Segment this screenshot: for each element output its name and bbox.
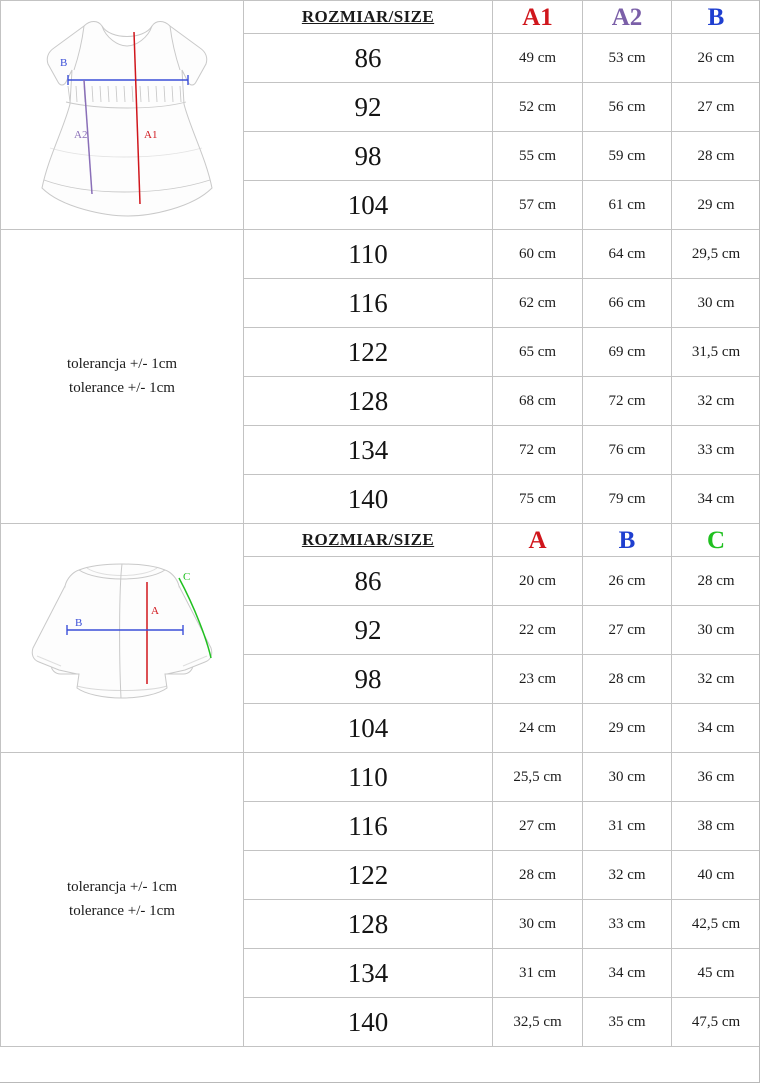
measure-a1: 62 cm bbox=[493, 279, 583, 328]
diagram-label-a2: A2 bbox=[73, 128, 87, 141]
size-value: 92 bbox=[244, 83, 493, 132]
measure-a1: 52 cm bbox=[493, 83, 583, 132]
measure-a: 32,5 cm bbox=[493, 998, 583, 1047]
tolerance-line-en: tolerance +/- 1cm bbox=[69, 902, 175, 919]
tolerance-note-jacket bbox=[1, 753, 244, 1047]
measure-b2: 28 cm bbox=[583, 655, 672, 704]
measure-a: 24 cm bbox=[493, 704, 583, 753]
header-col-c: C bbox=[672, 524, 760, 557]
measure-c: 40 cm bbox=[672, 851, 760, 900]
measure-a: 30 cm bbox=[493, 900, 583, 949]
measure-a1: 75 cm bbox=[493, 475, 583, 524]
header-col-a: A bbox=[493, 524, 583, 557]
size-value: 110 bbox=[244, 230, 493, 279]
measure-b2: 32 cm bbox=[583, 851, 672, 900]
header-col-b2: B bbox=[583, 524, 672, 557]
measure-b: 30 cm bbox=[672, 279, 760, 328]
size-value: 86 bbox=[244, 34, 493, 83]
measure-a2: 66 cm bbox=[583, 279, 672, 328]
size-value: 134 bbox=[244, 426, 493, 475]
header-size-label-jacket: ROZMIAR/SIZE bbox=[244, 524, 493, 557]
table-row bbox=[1, 753, 760, 802]
measure-a: 28 cm bbox=[493, 851, 583, 900]
measure-c: 38 cm bbox=[672, 802, 760, 851]
measure-a1: 55 cm bbox=[493, 132, 583, 181]
jacket-illustration bbox=[7, 548, 237, 728]
measure-a1: 60 cm bbox=[493, 230, 583, 279]
measure-a2: 61 cm bbox=[583, 181, 672, 230]
measure-a2: 69 cm bbox=[583, 328, 672, 377]
measure-a: 25,5 cm bbox=[493, 753, 583, 802]
measure-a1: 68 cm bbox=[493, 377, 583, 426]
measure-a: 23 cm bbox=[493, 655, 583, 704]
header-col-a1: A1 bbox=[493, 1, 583, 34]
measure-b2: 27 cm bbox=[583, 606, 672, 655]
measure-c: 34 cm bbox=[672, 704, 760, 753]
measure-c: 45 cm bbox=[672, 949, 760, 998]
jacket-diagram-cell bbox=[1, 524, 244, 753]
size-value: 86 bbox=[244, 557, 493, 606]
measure-c: 42,5 cm bbox=[672, 900, 760, 949]
measure-b: 26 cm bbox=[672, 34, 760, 83]
size-value: 110 bbox=[244, 753, 493, 802]
tolerance-note-dress bbox=[1, 230, 244, 524]
tolerance-line-en: tolerance +/- 1cm bbox=[69, 379, 175, 396]
tolerance-line-pl: tolerancja +/- 1cm bbox=[66, 356, 178, 373]
measure-b: 29 cm bbox=[672, 181, 760, 230]
measure-b2: 31 cm bbox=[583, 802, 672, 851]
measure-a2: 59 cm bbox=[583, 132, 672, 181]
size-value: 98 bbox=[244, 655, 493, 704]
size-value: 116 bbox=[244, 802, 493, 851]
measure-b: 32 cm bbox=[672, 377, 760, 426]
measure-c: 32 cm bbox=[672, 655, 760, 704]
measure-a1: 57 cm bbox=[493, 181, 583, 230]
measure-b: 28 cm bbox=[672, 132, 760, 181]
size-value: 128 bbox=[244, 377, 493, 426]
measure-a2: 76 cm bbox=[583, 426, 672, 475]
measure-c: 36 cm bbox=[672, 753, 760, 802]
dress-illustration bbox=[10, 8, 235, 223]
measure-b2: 26 cm bbox=[583, 557, 672, 606]
tolerance-line-pl: tolerancja +/- 1cm bbox=[66, 879, 178, 896]
measure-b: 34 cm bbox=[672, 475, 760, 524]
measure-a: 20 cm bbox=[493, 557, 583, 606]
size-value: 98 bbox=[244, 132, 493, 181]
diagram-label-a1: A1 bbox=[143, 128, 157, 141]
measure-b2: 29 cm bbox=[583, 704, 672, 753]
measure-c: 47,5 cm bbox=[672, 998, 760, 1047]
dress-diagram-cell bbox=[1, 1, 244, 230]
measure-a: 22 cm bbox=[493, 606, 583, 655]
dress-diagram bbox=[1, 8, 243, 223]
measure-a2: 53 cm bbox=[583, 34, 672, 83]
measure-c: 28 cm bbox=[672, 557, 760, 606]
measure-a2: 56 cm bbox=[583, 83, 672, 132]
measure-a2: 79 cm bbox=[583, 475, 672, 524]
measure-b: 33 cm bbox=[672, 426, 760, 475]
size-value: 104 bbox=[244, 704, 493, 753]
size-value: 140 bbox=[244, 998, 493, 1047]
diagram-label-c: C bbox=[183, 571, 191, 583]
diagram-label-b2: B bbox=[75, 617, 83, 629]
measure-b: 31,5 cm bbox=[672, 328, 760, 377]
size-value: 104 bbox=[244, 181, 493, 230]
size-value: 134 bbox=[244, 949, 493, 998]
measure-a1: 72 cm bbox=[493, 426, 583, 475]
table-row bbox=[1, 230, 760, 279]
size-value: 128 bbox=[244, 900, 493, 949]
measure-a2: 64 cm bbox=[583, 230, 672, 279]
measure-a2: 72 cm bbox=[583, 377, 672, 426]
measure-c: 30 cm bbox=[672, 606, 760, 655]
size-value: 92 bbox=[244, 606, 493, 655]
measure-b2: 30 cm bbox=[583, 753, 672, 802]
measure-b2: 34 cm bbox=[583, 949, 672, 998]
measure-b: 27 cm bbox=[672, 83, 760, 132]
measure-a: 31 cm bbox=[493, 949, 583, 998]
size-value: 116 bbox=[244, 279, 493, 328]
diagram-label-b: B bbox=[59, 56, 67, 69]
size-value: 122 bbox=[244, 328, 493, 377]
header-col-b: B bbox=[672, 1, 760, 34]
header-col-a2: A2 bbox=[583, 1, 672, 34]
measure-b2: 33 cm bbox=[583, 900, 672, 949]
diagram-label-a: A bbox=[151, 605, 159, 617]
measure-a: 27 cm bbox=[493, 802, 583, 851]
measure-a1: 49 cm bbox=[493, 34, 583, 83]
header-size-label-dress: ROZMIAR/SIZE bbox=[244, 1, 493, 34]
size-value: 122 bbox=[244, 851, 493, 900]
measure-b: 29,5 cm bbox=[672, 230, 760, 279]
table-header-row-jacket bbox=[1, 524, 760, 557]
jacket-diagram bbox=[1, 548, 243, 728]
measure-b2: 35 cm bbox=[583, 998, 672, 1047]
size-value: 140 bbox=[244, 475, 493, 524]
table-header-row-dress bbox=[1, 1, 760, 34]
measure-a1: 65 cm bbox=[493, 328, 583, 377]
